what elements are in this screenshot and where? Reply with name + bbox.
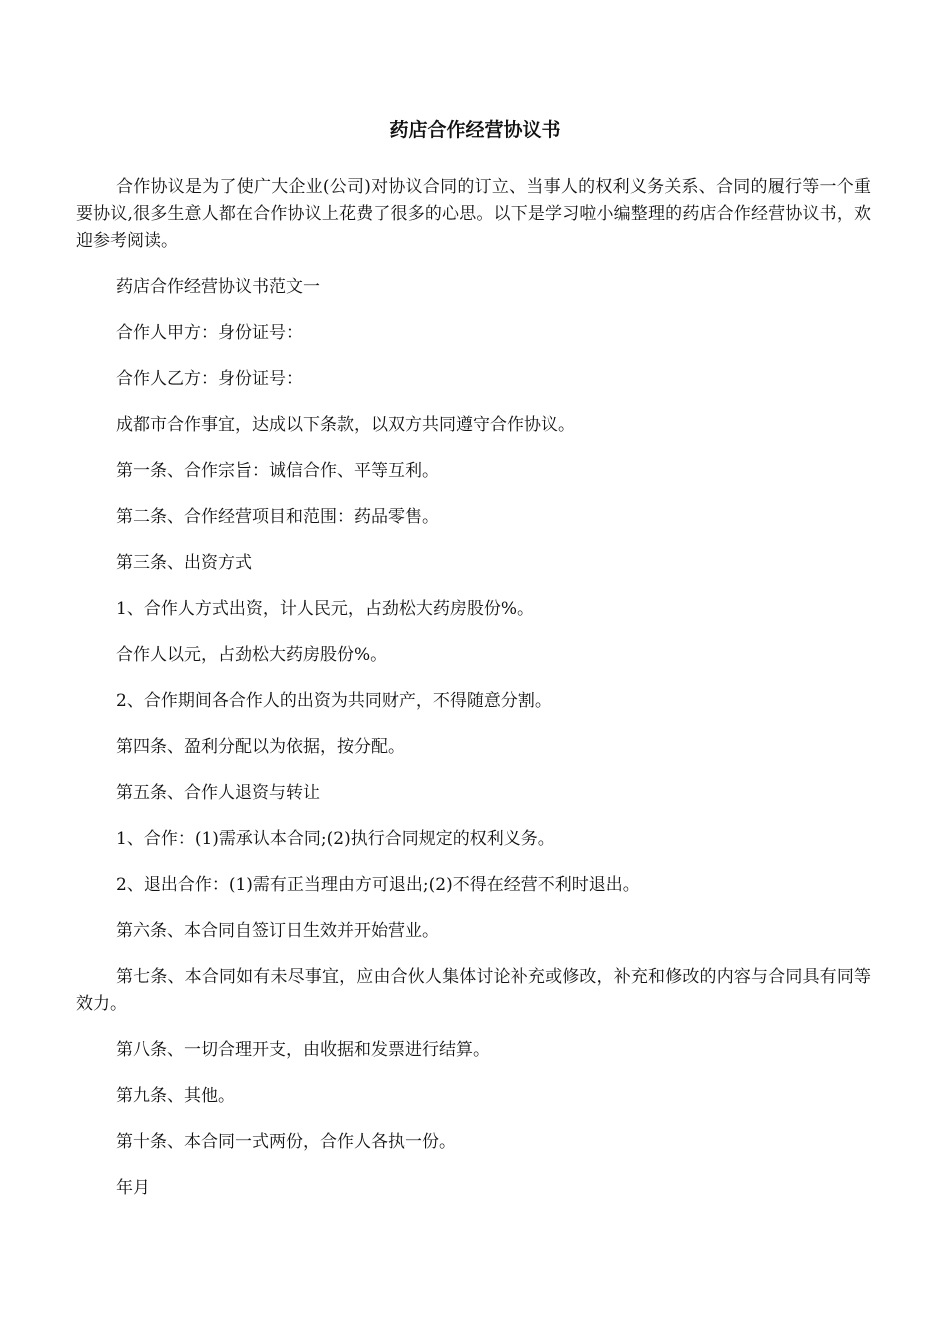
date-line: 年月 [116, 1178, 150, 1198]
article-6: 第六条、本合同自签订日生效并开始营业。 [116, 921, 439, 941]
article-8: 第八条、一切合理开支，由收据和发票进行结算。 [116, 1040, 490, 1060]
article-3: 第三条、出资方式 [116, 553, 252, 573]
article-5-item-2: 2、退出合作：(1)需有正当理由方可退出;(2)不得在经营不利时退出。 [116, 875, 640, 895]
article-9: 第九条、其他。 [116, 1086, 235, 1106]
party-a-line: 合作人甲方：身份证号： [116, 323, 303, 343]
article-3-item-1: 1、合作人方式出资，计人民元，占劲松大药房股份%。 [116, 599, 534, 619]
article-5: 第五条、合作人退资与转让 [116, 783, 320, 803]
preamble-line: 成都市合作事宜，达成以下条款，以双方共同遵守合作协议。 [116, 415, 575, 435]
article-10: 第十条、本合同一式两份，合作人各执一份。 [116, 1132, 456, 1152]
article-5-item-1: 1、合作：(1)需承认本合同;(2)执行合同规定的权利义务。 [116, 829, 555, 849]
article-1: 第一条、合作宗旨：诚信合作、平等互利。 [116, 461, 439, 481]
article-3-item-1b: 合作人以元，占劲松大药房股份%。 [116, 645, 388, 665]
article-2: 第二条、合作经营项目和范围：药品零售。 [116, 507, 439, 527]
article-7: 第七条、本合同如有未尽事宜，应由合伙人集体讨论补充或修改，补充和修改的内容与合同具有同等效力。 [76, 967, 871, 1014]
document-title: 药店合作经营协议书 [389, 119, 561, 141]
party-b-line: 合作人乙方：身份证号： [116, 369, 303, 389]
article-3-item-2: 2、合作期间各合作人的出资为共同财产，不得随意分割。 [116, 691, 552, 711]
document-body [76, 174, 871, 1221]
article-4: 第四条、盈利分配以为依据，按分配。 [116, 737, 405, 757]
sample-heading: 药店合作经营协议书范文一 [116, 277, 320, 297]
intro-paragraph: 合作协议是为了使广大企业(公司)对协议合同的订立、当事人的权利义务关系、合同的履行等一个重要协议,很多生意人都在合作协议上花费了很多的心思。以下是学习啦小编整理的药店合作经营协议书，欢迎参考阅读。 [76, 177, 871, 251]
